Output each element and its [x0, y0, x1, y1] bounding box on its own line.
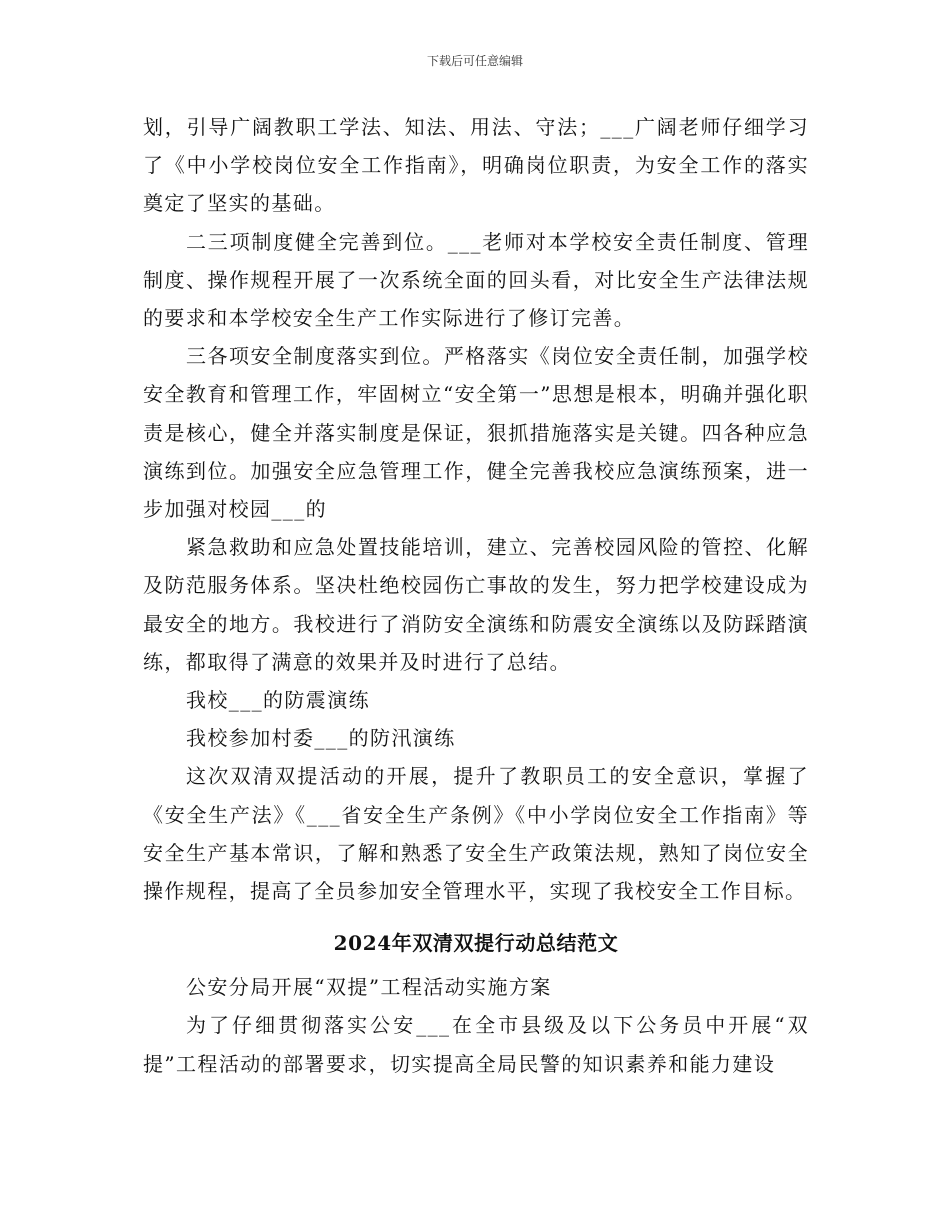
paragraph: 我校___的防震演练 [186, 688, 370, 713]
paragraph: 公安分局开展“双提”工程活动实施方案 [186, 975, 552, 1000]
paragraph: 划，引导广阔教职工学法、知法、用法、守法；___广阔老师仔细学习了《中小学校岗位安全工作指南》，明确岗位职责，为安全工作的落实奠定了坚实的基础。 [143, 115, 809, 216]
paragraph: 为了仔细贯彻落实公安___在全市县级及以下公务员中开展“双提”工程活动的部署要求，切实提高全局民警的知识素养和能力建设 [143, 1013, 809, 1076]
paragraph: 我校参加村委___的防汛演练 [186, 726, 456, 751]
paragraph: 二三项制度健全完善到位。___老师对本学校安全责任制度、管理制度、操作规程开展了一次系统全面的回头看，对比安全生产法律法规的要求和本学校安全生产工作实际进行了修订完善。 [143, 229, 809, 331]
page-header: 下载后可任意编辑 [426, 54, 523, 68]
paragraph: 这次双清双提活动的开展，提升了教职员工的安全意识，掌握了《安全生产法》《___省安全生产条例》《中小学岗位安全工作指南》等安全生产基本常识，了解和熟悉了安全生产政策法规，熟知了岗位安全操作规程，提高了全员参加安全管理水平，实现了我校安全工作目标。 [143, 764, 809, 904]
document-body [143, 108, 809, 1083]
paragraph: 紧急救助和应急处置技能培训，建立、完善校园风险的管控、化解及防范服务体系。坚决杜绝校园伤亡事故的发生，努力把学校建设成为最安全的地方。我校进行了消防安全演练和防震安全演练以及防踩踏演练，都取得了满意的效果并及时进行了总结。 [143, 535, 809, 674]
paragraph: 三各项安全制度落实到位。严格落实《岗位安全责任制，加强学校安全教育和管理工作，牢固树立“安全第一”思想是根本，明确并强化职责是核心，健全并落实制度是保证，狠抓措施落实是关键。四各种应急演练到位。加强安全应急管理工作，健全完善我校应急演练预案，进一步加强对校园___的 [143, 344, 809, 522]
section-title: 2024年双清双提行动总结范文 [333, 931, 619, 956]
